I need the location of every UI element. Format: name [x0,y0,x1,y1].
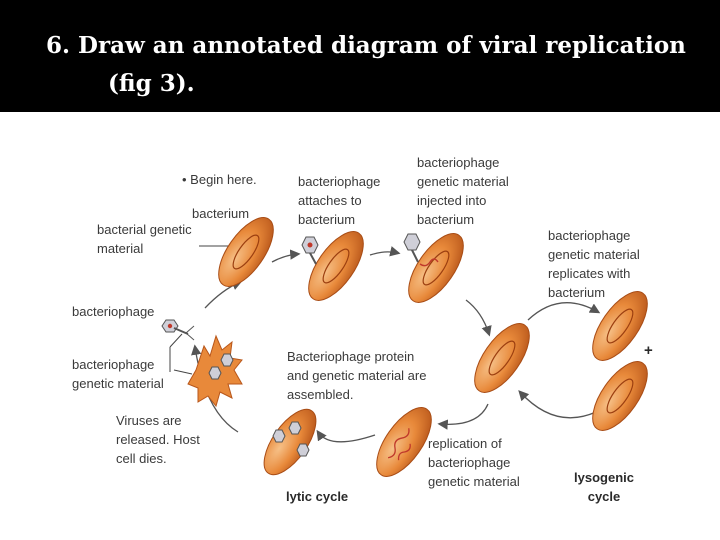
label-bacterial-genetic-material: bacterial genetic material [97,222,192,256]
label-protein-assembled: Bacteriophage protein and genetic material are assembled. [287,349,427,402]
label-phage-attaches: bacteriophage attaches to bacterium [298,174,381,227]
label-bacterium: bacterium [192,206,250,221]
free-bacteriophage [162,320,194,340]
title-line-2: (fig 3). [108,70,195,97]
slide-title [0,0,720,112]
label-plus-sign: + [644,342,653,359]
label-lysogenic-cycle: lysogenic cycle [574,470,634,504]
label-viruses-released: Viruses are released. Host cell dies. [116,413,200,466]
attaching-phage [302,237,318,264]
label-bacteriophage-genetic-material: bacteriophage genetic material [72,357,164,391]
label-lytic-cycle: lytic cycle [286,489,349,504]
lysogenic-cycle-arrows [520,303,598,418]
label-bacteriophage: bacteriophage [72,304,155,319]
label-replication-of-genetic-material: replication of bacteriophage genetic material [428,436,520,489]
viral-replication-diagram [0,112,720,540]
label-genetic-material-injected: bacteriophage genetic material injected into bacterium [417,155,509,227]
lysogenic-cell-bottom [582,353,657,439]
bacterium-cell-6 [254,401,325,483]
label-replicates-with-bacterium: bacteriophage genetic material replicates with bacterium [548,228,640,300]
bursting-cell [188,336,242,406]
bacterium-cell-4 [464,315,539,401]
label-begin-here: • Begin here. [182,172,257,187]
bacterium-cell-2 [298,223,373,309]
title-line-1: 6. Draw an annotated diagram of viral replication [46,32,686,59]
